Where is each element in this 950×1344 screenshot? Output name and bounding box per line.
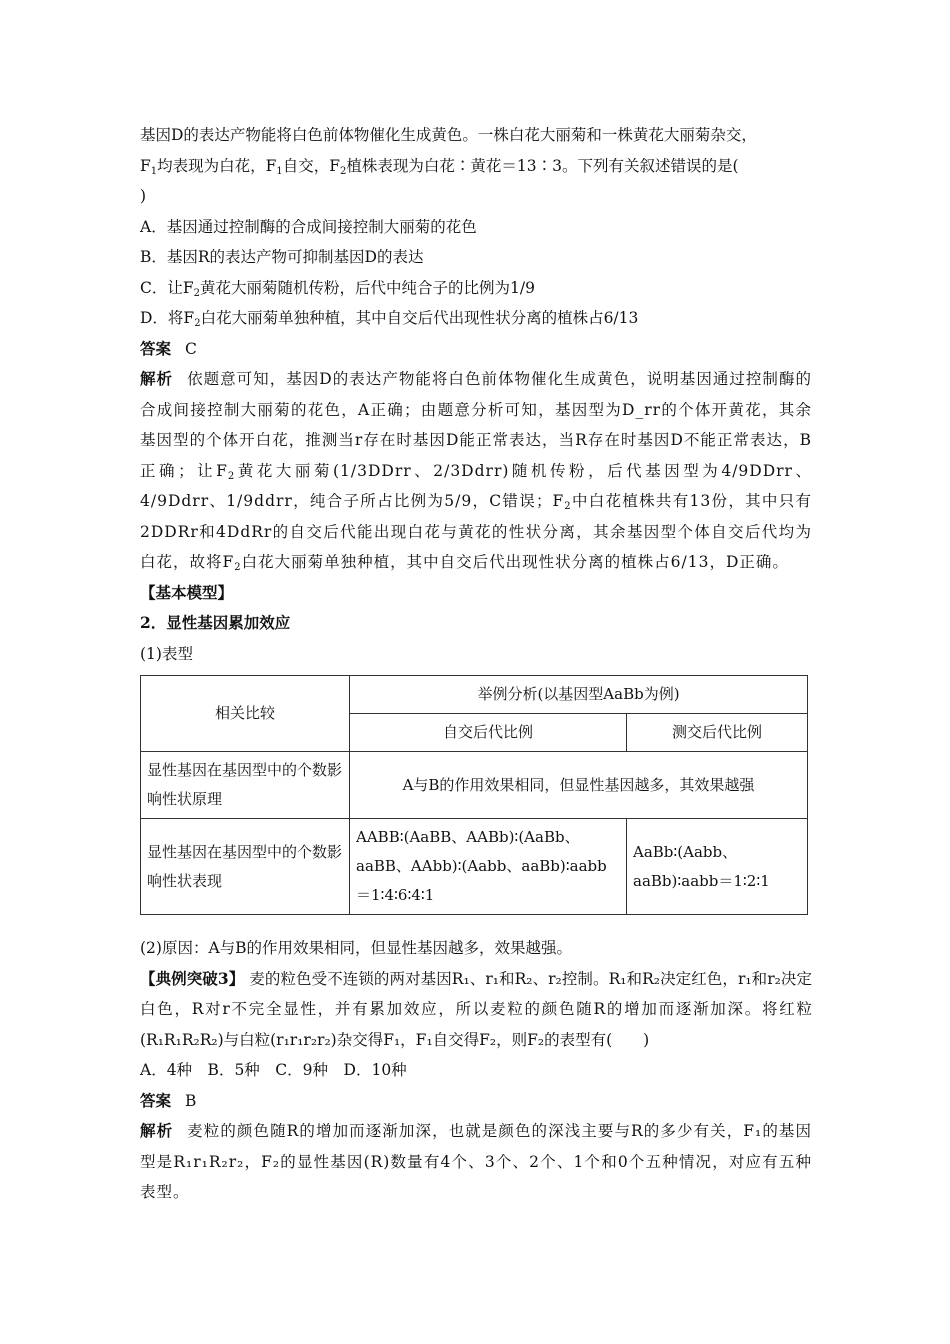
row1-value: A与B的作用效果相同，但显性基因越多，其效果越强 <box>350 752 808 819</box>
answer-1: 答案 C <box>140 338 197 358</box>
row2-label: 显性基因在基因型中的个数影响性状表现 <box>141 819 350 915</box>
document-page <box>140 120 812 1208</box>
row2-self: AABB∶(AaBB、AABb)∶(AaBb、aaBB、AAbb)∶(Aabb、aaBb)∶aabb＝1∶4∶6∶4∶1 <box>350 819 627 915</box>
header-example: 举例分析(以基因型AaBb为例) <box>350 676 808 714</box>
section-heading: 2．显性基因累加效应 <box>140 613 291 632</box>
example-3: 【典例突破3】 麦的粒色受不连锁的两对基因R₁、r₁和R₂、r₂控制。R₁和R₂决定红色，r₁和r₂决定白色，R对r不完全显性，并有累加效应，所以麦粒的颜色随R的增加而逐渐加深。将红粒(R₁R₁R₂R₂)与白粒(r₁r₁r₂r₂)杂交得F₁，F₁自交得F₂，则F₂的表型有( ) <box>140 968 812 1049</box>
analysis-1: 解析 依题意可知，基因D的表达产物能将白色前体物催化生成黄色，说明基因通过控制酶的合成间接控制大丽菊的花色，A正确；由题意分析可知，基因型为D_rr的个体开黄花，其余基因型的个体开白花，推测当r存在时基因D能正常表达，当R存在时基因D不能正常表达，B正确；让$F_2$黄花大丽菊(1/3DDrr、2/3Ddrr)随机传粉，后代基因型为4/9DDrr、4/9Ddrr、1/9ddrr，纯合子所占比例为5/9，C错误；$F_2$中白花植株共有13份，其中只有2DDRr和4DdRr的自交后代能出现白花与黄花的性状分离，其余基因型个体自交后代均为白花，故将$F_2$白花大丽菊单独种植，其中自交后代出现性状分离的植株占6/13，D正确。 <box>140 369 812 573</box>
comparison-table <box>140 675 808 915</box>
analysis-2: 解析 麦粒的颜色随R的增加而逐渐加深，也就是颜色的深浅主要与R的多少有关，F₁的基因型是R₁r₁R₂r₂，F₂的显性基因(R)数量有4个、3个、2个、1个和0个五种情况，对应有五种表型。 <box>140 1121 812 1201</box>
sub-heading: (1)表型 <box>140 644 193 663</box>
option-d: D．将$F_2$白花大丽菊单独种植，其中自交后代出现性状分离的植株占6/13 <box>140 309 639 329</box>
reason-line: (2)原因：A与B的作用效果相同，但显性基因越多，效果越强。 <box>140 939 573 957</box>
row1-label: 显性基因在基因型中的个数影响性状原理 <box>141 752 350 819</box>
option-a: A．基因通过控制酶的合成间接控制大丽菊的花色 <box>140 217 477 236</box>
option-b: B．基因R的表达产物可抑制基因D的表达 <box>140 248 424 266</box>
option-c: C．让$F_2$黄花大丽菊随机传粉，后代中纯合子的比例为1/9 <box>140 278 535 299</box>
stem-line: 基因D的表达产物能将白色前体物催化生成黄色。一株白花大丽菊和一株黄花大丽菊杂交， <box>140 126 757 144</box>
header-self: 自交后代比例 <box>350 714 627 752</box>
model-heading: 【基本模型】 <box>140 582 234 602</box>
header-test: 测交后代比例 <box>627 714 808 752</box>
answer-2: 答案 B <box>140 1090 197 1110</box>
header-related: 相关比较 <box>141 676 350 752</box>
options-2: A．4种 B．5种 C．9种 D．10种 <box>140 1061 407 1079</box>
row2-test: AaBb∶(Aabb、aaBb)∶aabb＝1∶2∶1 <box>627 819 808 915</box>
question-stem: 基因D的表达产物能将白色前体物催化生成黄色。一株白花大丽菊和一株黄花大丽菊杂交， $F_1$均表现为白花，$F_1$自交，$F_2$植株表现为白花∶黄花＝13∶3。下列有关叙述错误的是( ) <box>140 126 757 205</box>
